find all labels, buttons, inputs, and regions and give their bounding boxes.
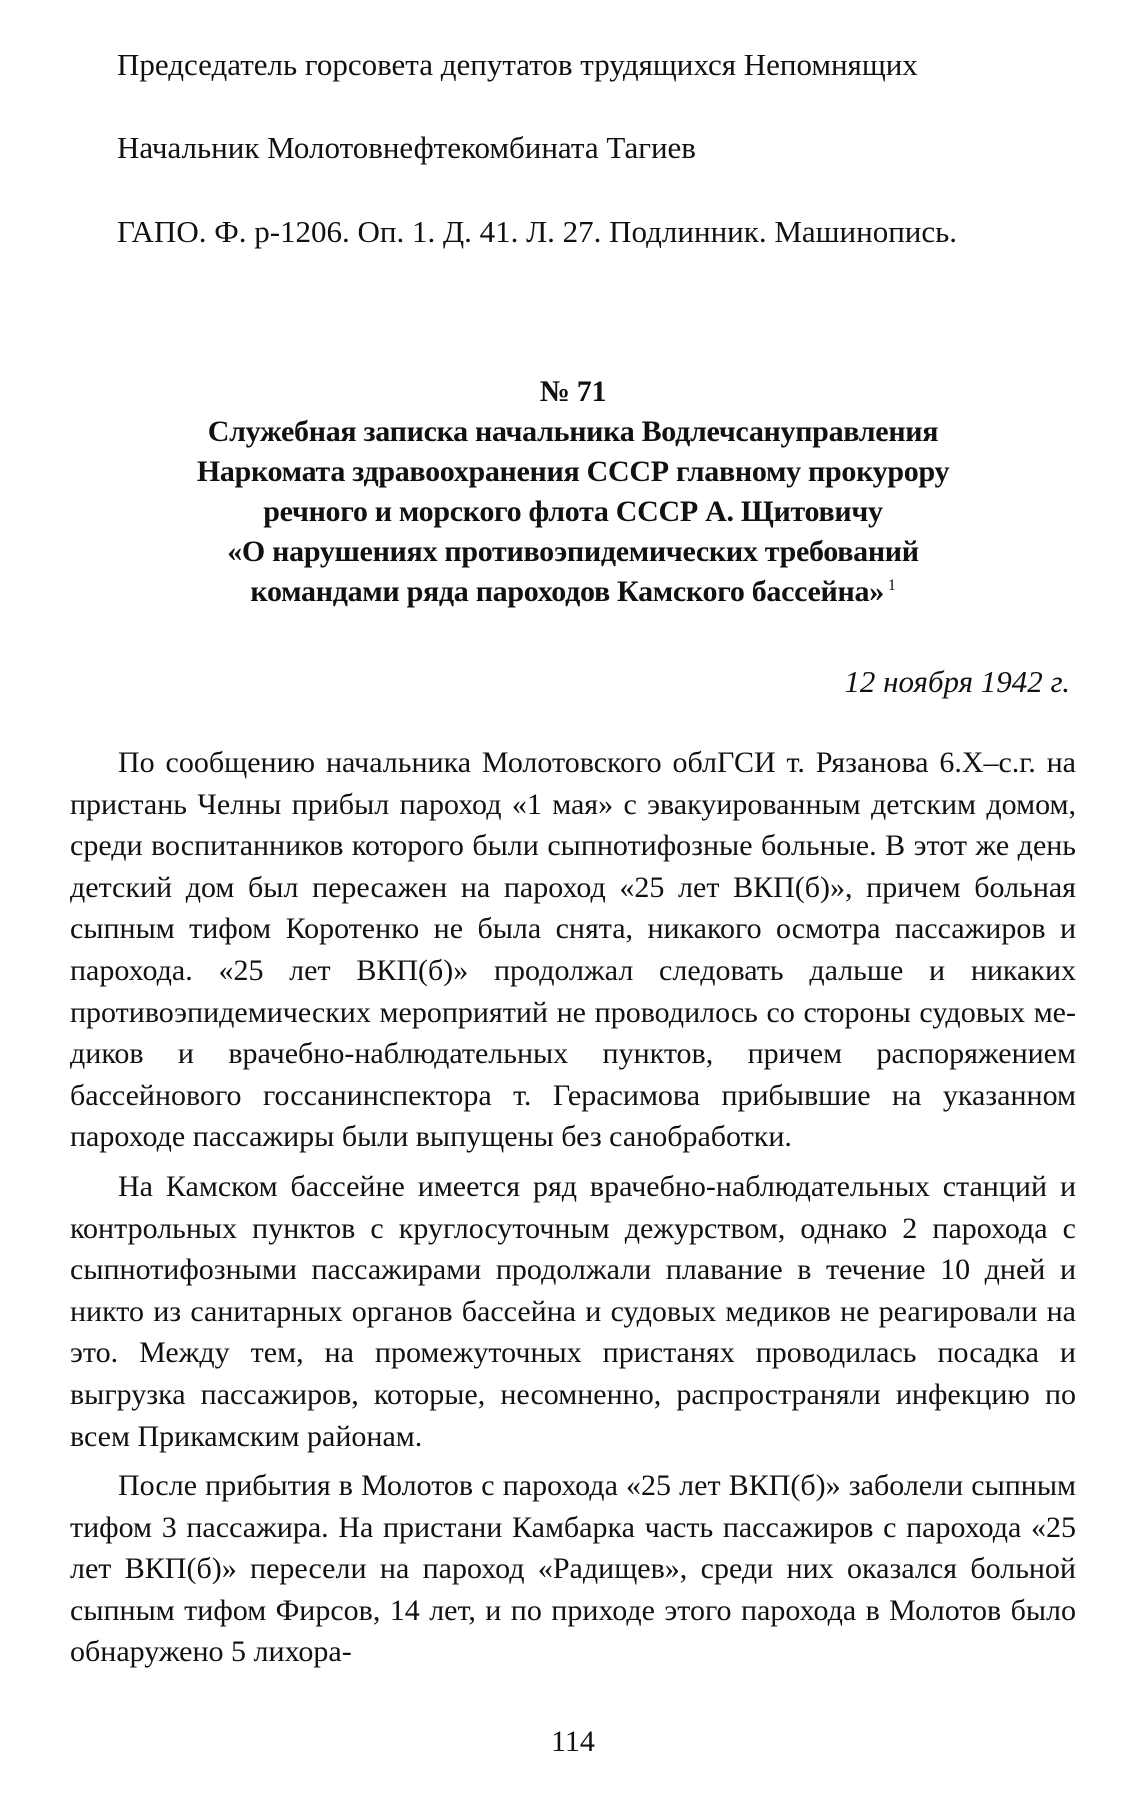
document-title-line-last bbox=[100, 572, 1046, 612]
document-title-line: командами ряда пароходов Камского бассейна» bbox=[250, 575, 884, 608]
signature-chairman: Председатель горсовета депутатов трудящихся Непомнящих bbox=[117, 47, 918, 82]
footnote-marker: 1 bbox=[887, 577, 896, 594]
document-body bbox=[70, 742, 1076, 1681]
page-number: 114 bbox=[551, 1725, 595, 1758]
archive-reference: ГАПО. Ф. р-1206. Оп. 1. Д. 41. Л. 27. Подлинник. Машинопись. bbox=[117, 214, 958, 249]
document-title-line: речного и морского флота СССР А. Щитовичу bbox=[263, 495, 883, 528]
body-paragraph: После прибытия в Молотов с парохода «25 лет ВКП(б)» заболели сыпным тифом 3 пассажира. На пристани Камбарка часть пассажиров с парохода «25 лет ВКП(б)» пересели на пароход «Радищев», среди них оказался больной сыпным тифом Фирсов, 14 лет, и по приходе этого парохода в Молотов было обнаружено 5 лихора- bbox=[70, 1469, 1076, 1669]
document-header bbox=[100, 372, 1046, 612]
document-number: № 71 bbox=[539, 375, 607, 408]
body-paragraph: По сообщению начальника Молотовского облГСИ т. Рязанова 6.Х–с.г. на пристань Челны прибыл пароход «1 мая» с эвакуированным детским домом, среди воспитанников которого были сыпнотифозные больные. В этот же день детский дом был пересажен на пароход «25 лет ВКП(б)», причем больная сыпным тифом Коротенко не была снята, никакого осмотра пассажиров и парохода. «25 лет ВКП(б)» продолжал следовать дальше и никаких противоэпидемических мероприятий не проводилось со стороны судовых медиков и врачебно-наблюдательных пунктов, причем распоряжением бассейнового госсанинспектора т. Герасимова прибывшие на указанном пароходе пассажиры были выпущены без санобработки. bbox=[70, 746, 1076, 1154]
document-title-line: Служебная записка начальника Водлечсануправления bbox=[207, 415, 939, 448]
body-paragraph: На Камском бассейне имеется ряд врачебно-наблюдательных станций и контрольных пунктов с круглосуточным дежурством, однако 2 парохода с сыпнотифозными пассажирами продолжали плавание в течение 10 дней и никто из санитарных органов бассейна и судовых медиков не реагировали на это. Между тем, на промежуточных пристанях проводилась посадка и выгрузка пассажиров, которые, несомненно, распространяли инфекцию по всем Прикамским районам. bbox=[70, 1169, 1076, 1453]
document-title-line: Наркомата здравоохранения СССР главному прокурору bbox=[196, 455, 950, 488]
signature-chief: Начальник Молотовнефтекомбината Тагиев bbox=[117, 130, 696, 165]
document-title-line: «О нарушениях противоэпидемических требований bbox=[227, 535, 919, 568]
document-date: 12 ноября 1942 г. bbox=[844, 664, 1070, 699]
